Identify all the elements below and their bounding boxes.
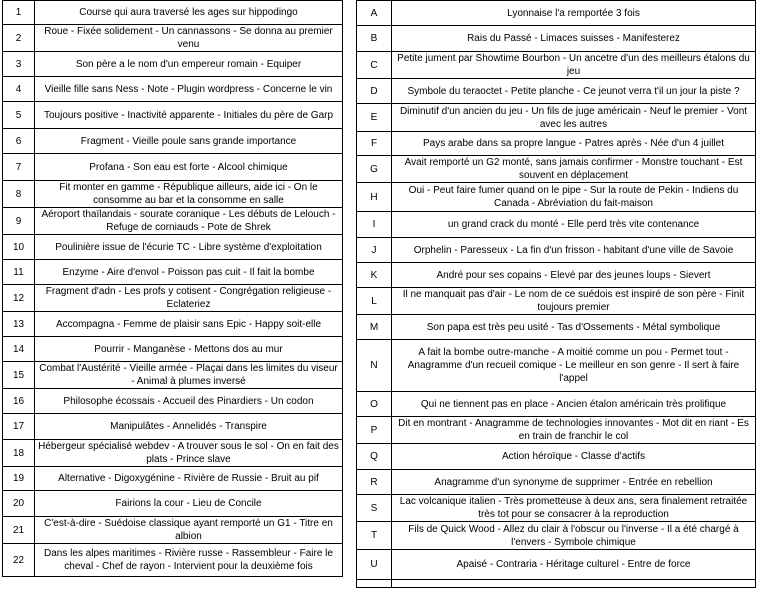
clue-letter: T — [357, 522, 392, 550]
clue-text: Oui - Peut faire fumer quand on le pipe - Sur la route de Pekin - Indiens du Canada - Abréviation du fait-maison — [392, 183, 756, 212]
clue-row — [357, 288, 756, 315]
clue-text: Combat l'Austérité - Vieille armée - Plaçai dans les limites du viseur - Animal à plumes inversé — [35, 362, 343, 389]
clue-row — [357, 52, 756, 79]
clue-text: Apaisé - Contraria - Héritage culturel - Entre de force — [392, 550, 756, 580]
empty-row — [357, 580, 756, 588]
clue-number: 8 — [3, 181, 35, 208]
clue-text: Roue - Fixée solidement - Un cannassons - Se donna au premier venu — [35, 25, 343, 52]
empty-cell — [357, 580, 392, 588]
clue-letter: O — [357, 392, 392, 417]
empty-cell — [392, 580, 756, 588]
clue-row — [3, 235, 343, 260]
clue-row — [3, 467, 343, 491]
clue-text: Fragment d'adn - Les profs y cotisent - Congrégation religieuse - Eclateriez — [35, 285, 343, 312]
clue-row — [3, 129, 343, 154]
clue-number: 15 — [3, 362, 35, 389]
clue-text: Toujours positive - Inactivité apparente - Initiales du père de Garp — [35, 102, 343, 129]
clue-text: Son père a le nom d'un empereur romain - Equiper — [35, 52, 343, 77]
clue-text: Pays arabe dans sa propre langue - Patres après - Née d'un 4 juillet — [392, 132, 756, 156]
clue-text: Profana - Son eau est forte - Alcool chimique — [35, 154, 343, 181]
clue-row — [3, 260, 343, 285]
clue-text: Lyonnaise l'a remportée 3 fois — [392, 1, 756, 26]
clue-text: Petite jument par Showtime Bourbon - Un ancetre d'un des meilleurs étalons du jeu — [392, 52, 756, 79]
clue-row — [357, 444, 756, 470]
clue-number: 9 — [3, 208, 35, 235]
clue-number: 11 — [3, 260, 35, 285]
clue-text: Diminutif d'un ancien du jeu - Un fils de juge américain - Neuf le premier - Vont avec les autres — [392, 104, 756, 132]
clue-row — [3, 52, 343, 77]
clue-text: Manipulâtes - Annelidés - Transpire — [35, 414, 343, 440]
clue-text: Fairions la cour - Lieu de Concile — [35, 491, 343, 517]
clue-text: Accompagna - Femme de plaisir sans Epic - Happy soit-elle — [35, 312, 343, 337]
clue-text: Symbole du teraoctet - Petite planche - Ce jeunot verra t'il un jour la piste ? — [392, 79, 756, 104]
clue-number: 22 — [3, 544, 35, 577]
clue-text: Action héroïque - Classe d'actifs — [392, 444, 756, 470]
clue-text: Fragment - Vieille poule sans grande importance — [35, 129, 343, 154]
clue-letter: K — [357, 263, 392, 288]
clue-text: Aéroport thaïlandais - sourate coranique - Les débuts de Lelouch - Refuge de corniauds - Pote de Shrek — [35, 208, 343, 235]
clue-letter: N — [357, 340, 392, 392]
clue-letter: U — [357, 550, 392, 580]
clue-row — [357, 212, 756, 238]
clue-text: Anagramme d'un synonyme de supprimer - Entrée en rebellion — [392, 470, 756, 495]
clue-text: Course qui aura traversé les ages sur hippodingo — [35, 1, 343, 25]
clue-row — [3, 491, 343, 517]
clue-row — [357, 495, 756, 522]
clue-row — [357, 238, 756, 263]
clue-letter: E — [357, 104, 392, 132]
clue-number: 20 — [3, 491, 35, 517]
clue-row — [357, 340, 756, 392]
clue-row — [357, 263, 756, 288]
clue-row — [357, 104, 756, 132]
horizontal-clues-table — [2, 0, 343, 577]
clue-number: 12 — [3, 285, 35, 312]
clue-number: 18 — [3, 440, 35, 467]
clue-number: 2 — [3, 25, 35, 52]
clue-letter: G — [357, 156, 392, 183]
clue-number: 10 — [3, 235, 35, 260]
clue-row — [357, 470, 756, 495]
clue-letter: B — [357, 26, 392, 52]
clue-row — [3, 181, 343, 208]
clue-number: 14 — [3, 337, 35, 362]
clue-row — [3, 414, 343, 440]
clue-row — [3, 312, 343, 337]
clue-text: Vieille fille sans Ness - Note - Plugin wordpress - Concerne le vin — [35, 77, 343, 102]
clue-row — [3, 517, 343, 544]
clue-number: 13 — [3, 312, 35, 337]
clue-row — [357, 550, 756, 580]
clue-number: 17 — [3, 414, 35, 440]
clue-text: Alternative - Digoxygénine - Rivière de Russie - Bruit au pif — [35, 467, 343, 491]
clue-letter: C — [357, 52, 392, 79]
clue-letter: J — [357, 238, 392, 263]
clue-letter: H — [357, 183, 392, 212]
clue-text: Rais du Passé - Limaces suisses - Manifesterez — [392, 26, 756, 52]
clue-row — [357, 1, 756, 26]
clue-row — [357, 79, 756, 104]
clue-text: C'est-à-dire - Suédoise classique ayant remporté un G1 - Titre en albion — [35, 517, 343, 544]
clue-number: 21 — [3, 517, 35, 544]
horizontal-clues-body — [3, 1, 343, 577]
clue-text: Orphelin - Paresseux - La fin d'un frisson - habitant d'une ville de Savoie — [392, 238, 756, 263]
vertical-clues-table — [356, 0, 756, 588]
clue-text: Poulinière issue de l'écurie TC - Libre système d'exploitation — [35, 235, 343, 260]
clue-letter: I — [357, 212, 392, 238]
clue-letter: L — [357, 288, 392, 315]
clue-row — [357, 392, 756, 417]
clue-text: Pourrir - Manganèse - Mettons dos au mur — [35, 337, 343, 362]
clue-row — [357, 522, 756, 550]
clue-text: Philosophe écossais - Accueil des Pinardiers - Un codon — [35, 389, 343, 414]
clue-text: André pour ses copains - Elevé par des jeunes loups - Sievert — [392, 263, 756, 288]
clue-row — [3, 154, 343, 181]
clue-text: un grand crack du monté - Elle perd très vite contenance — [392, 212, 756, 238]
clue-row — [3, 544, 343, 577]
clue-text: Il ne manquait pas d'air - Le nom de ce suédois est inspiré de son père - Finit toujours premier — [392, 288, 756, 315]
clue-number: 16 — [3, 389, 35, 414]
clue-text: Avait remporté un G2 monté, sans jamais confirmer - Monstre touchant - Est souvent en déplacement — [392, 156, 756, 183]
clue-number: 1 — [3, 1, 35, 25]
clue-text: Qui ne tiennent pas en place - Ancien étalon américain très prolifique — [392, 392, 756, 417]
clue-number: 7 — [3, 154, 35, 181]
clue-row — [3, 285, 343, 312]
clue-number: 5 — [3, 102, 35, 129]
clue-row — [3, 1, 343, 25]
clue-row — [3, 208, 343, 235]
clue-row — [3, 77, 343, 102]
clue-letter: M — [357, 315, 392, 340]
clue-row — [357, 26, 756, 52]
clue-row — [357, 417, 756, 444]
vertical-clues-body — [357, 1, 756, 588]
clue-letter: Q — [357, 444, 392, 470]
clue-text: Son papa est très peu usité - Tas d'Ossements - Métal symbolique — [392, 315, 756, 340]
clue-text: Lac volcanique italien - Très prometteuse à deux ans, sera finalement retraitée très tot pour se consacrer à la reproduction — [392, 495, 756, 522]
clue-text: A fait la bombe outre-manche - A moitié comme un pou - Permet tout - Anagramme d'un recueil comique - Le meilleur en son genre - Il sert à faire l'appel — [392, 340, 756, 392]
clue-text: Enzyme - Aire d'envol - Poisson pas cuit - Il fait la bombe — [35, 260, 343, 285]
clue-number: 6 — [3, 129, 35, 154]
clue-text: Fit monter en gamme - République ailleurs, aide ici - On le consomme au bar et la consomme en salle — [35, 181, 343, 208]
clue-letter: D — [357, 79, 392, 104]
clue-row — [3, 25, 343, 52]
clue-row — [357, 183, 756, 212]
clue-letter: R — [357, 470, 392, 495]
clue-row — [3, 337, 343, 362]
clue-row — [3, 440, 343, 467]
clue-row — [357, 132, 756, 156]
clue-row — [357, 156, 756, 183]
clue-number: 3 — [3, 52, 35, 77]
clue-row — [3, 389, 343, 414]
clue-letter: F — [357, 132, 392, 156]
clue-letter: S — [357, 495, 392, 522]
clue-number: 19 — [3, 467, 35, 491]
clue-text: Dans les alpes maritimes - Rivière russe - Rassembleur - Faire le cheval - Chef de rayon - Intervient pour la deuxième fois — [35, 544, 343, 577]
clue-text: Fils de Quick Wood - Allez du clair à l'obscur ou l'inverse - Il a été chargé à l'envers - Symbole chimique — [392, 522, 756, 550]
clue-row — [3, 362, 343, 389]
clue-letter: P — [357, 417, 392, 444]
clue-number: 4 — [3, 77, 35, 102]
clue-row — [357, 315, 756, 340]
clue-text: Hébergeur spécialisé webdev - A trouver sous le sol - On en fait des plats - Prince slave — [35, 440, 343, 467]
clue-letter: A — [357, 1, 392, 26]
clue-text: Dit en montrant - Anagramme de technologies innovantes - Mot dit en riant - Es en train de franchir le col — [392, 417, 756, 444]
clue-row — [3, 102, 343, 129]
